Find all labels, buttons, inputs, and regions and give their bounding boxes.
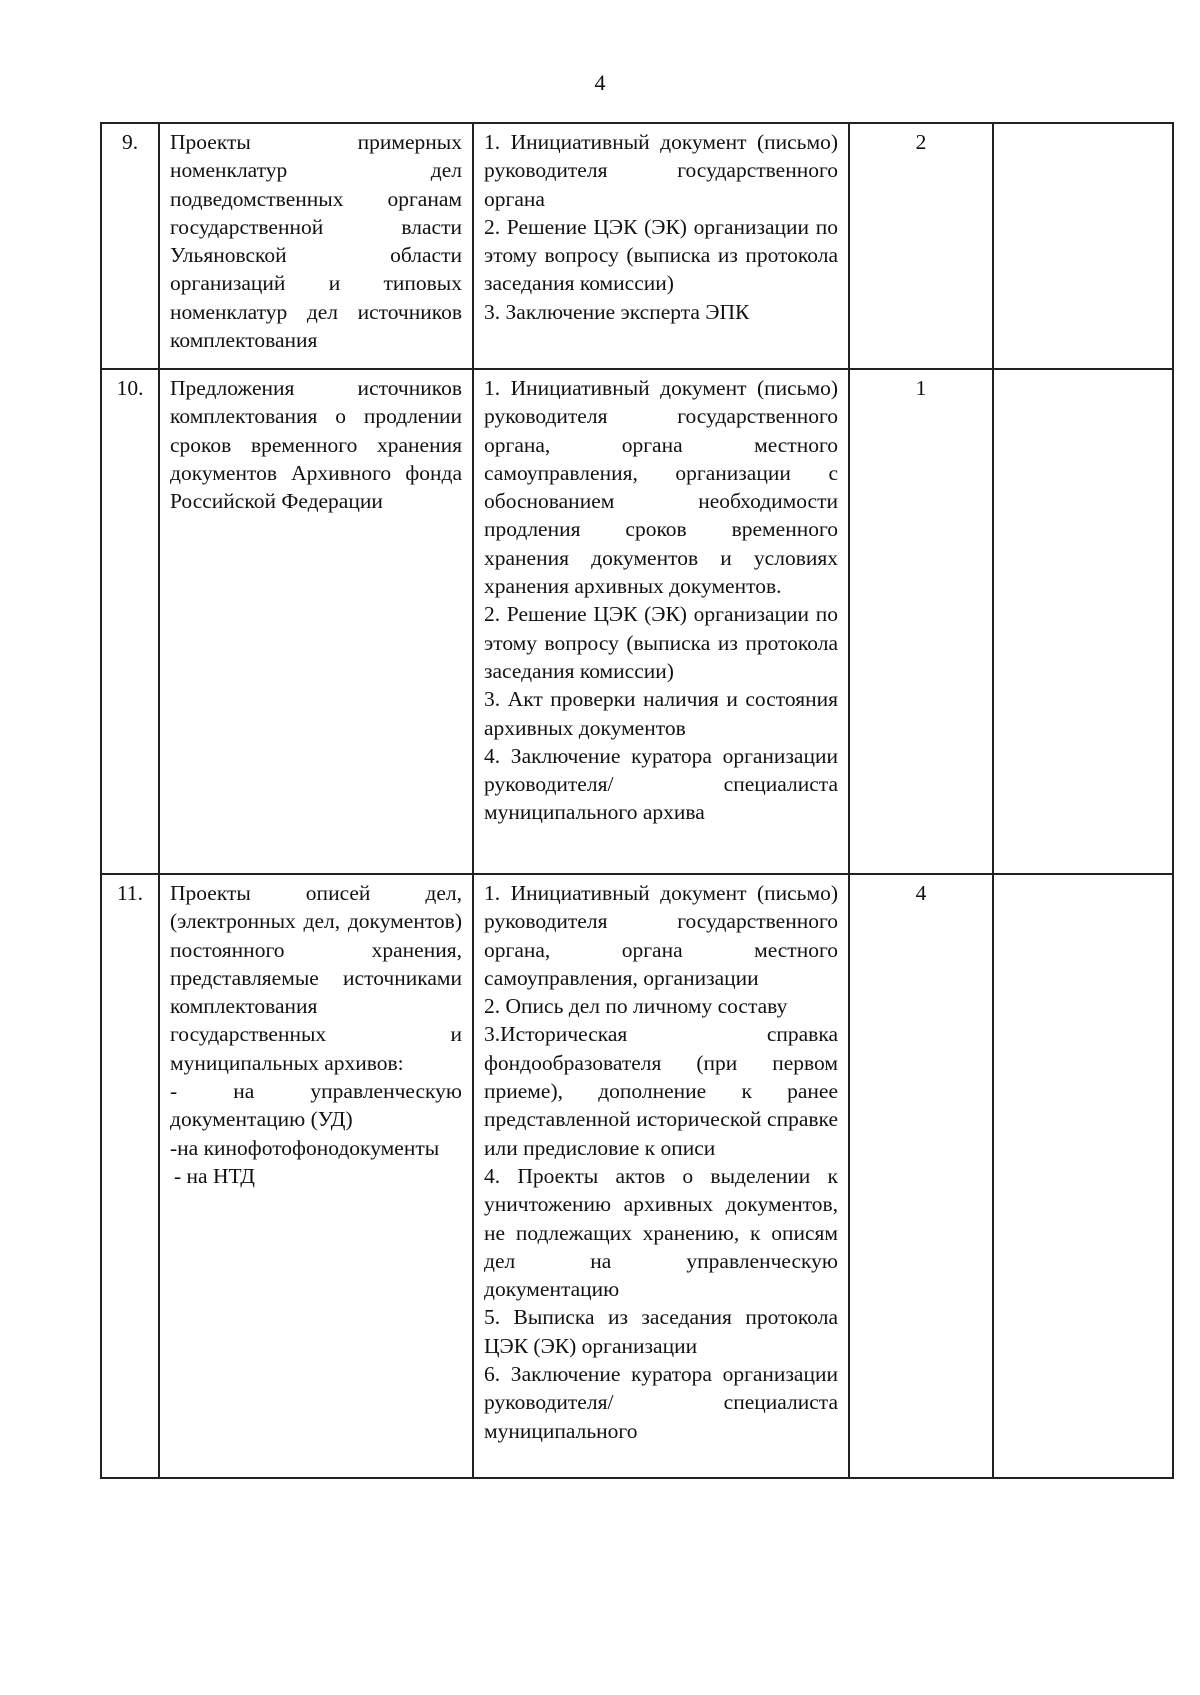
document-item: 2. Решение ЦЭК (ЭК) организации по этому вопросу (выписка из протокола заседания комиссии) <box>484 602 838 683</box>
document-item: 3. Заключение эксперта ЭПК <box>484 299 750 324</box>
requirements-table <box>100 122 1174 1479</box>
row-value: 2 <box>849 123 993 369</box>
table-row <box>101 123 1173 369</box>
row-number: 9. <box>101 123 159 369</box>
subject-item: - на управленческую документацию (УД) <box>170 1079 462 1132</box>
document-item: 4. Проекты актов о выделении к уничтожению архивных документов, не подлежащих хранению, к описям дел на управленческую документацию <box>484 1163 838 1302</box>
document-item: 2. Решение ЦЭК (ЭК) организации по этому вопросу (выписка из протокола заседания комиссии) <box>484 214 838 296</box>
table-row <box>101 874 1173 1478</box>
document-item: 2. Опись дел по личному составу <box>484 994 788 1019</box>
row-documents <box>473 123 849 369</box>
document-item: 6. Заключение куратора организации руководителя/ специалиста муниципального <box>484 1362 838 1443</box>
document-item: 3. Акт проверки наличия и состояния архивных документов <box>484 687 838 740</box>
row-note <box>993 123 1173 369</box>
row-note <box>993 874 1173 1478</box>
page-number: 4 <box>594 70 606 95</box>
document-item: 4. Заключение куратора организации руководителя/ специалиста муниципального архива <box>484 743 838 825</box>
row-note <box>993 369 1173 874</box>
document-item: 1. Инициативный документ (письмо) руководителя государственного органа, органа местного самоуправления, организации с обоснованием необходимости продления сроков временного хранения документов и условиях хранения архивных документов. <box>484 376 838 599</box>
row-subject: Проекты примерных номенклатур дел подведомственных органам государственной власти Ульяновской области организаций и типовых номенклатур дел источников комплектования <box>159 123 473 369</box>
subject-text: Проекты описей дел, (электронных дел, документов) постоянного хранения, представляемые источниками комплектования государственных и муниципальных архивов: <box>170 881 462 1075</box>
document-item: 3.Историческая справка фондообразователя (при первом приеме), дополнение к ранее представленной исторической справке или предисловие к описи <box>484 1022 838 1160</box>
row-value: 1 <box>849 369 993 874</box>
subject-item: - на НТД <box>174 1163 255 1188</box>
table-row <box>101 369 1173 874</box>
row-documents <box>473 369 849 874</box>
row-value: 4 <box>849 874 993 1478</box>
document-item: 1. Инициативный документ (письмо) руководителя государственного органа <box>484 130 838 211</box>
row-subject: Предложения источников комплектования о продлении сроков временного хранения документов Архивного фонда Российской Федерации <box>159 369 473 874</box>
subject-item: -на кинофотофонодокументы <box>170 1135 440 1160</box>
document-item: 1. Инициативный документ (письмо) руководителя государственного органа, органа местного самоуправления, организации <box>484 881 838 990</box>
row-number: 10. <box>101 369 159 874</box>
row-documents <box>473 874 849 1478</box>
row-number: 11. <box>101 874 159 1478</box>
row-subject <box>159 874 473 1478</box>
document-item: 5. Выписка из заседания протокола ЦЭК (ЭК) организации <box>484 1305 838 1358</box>
